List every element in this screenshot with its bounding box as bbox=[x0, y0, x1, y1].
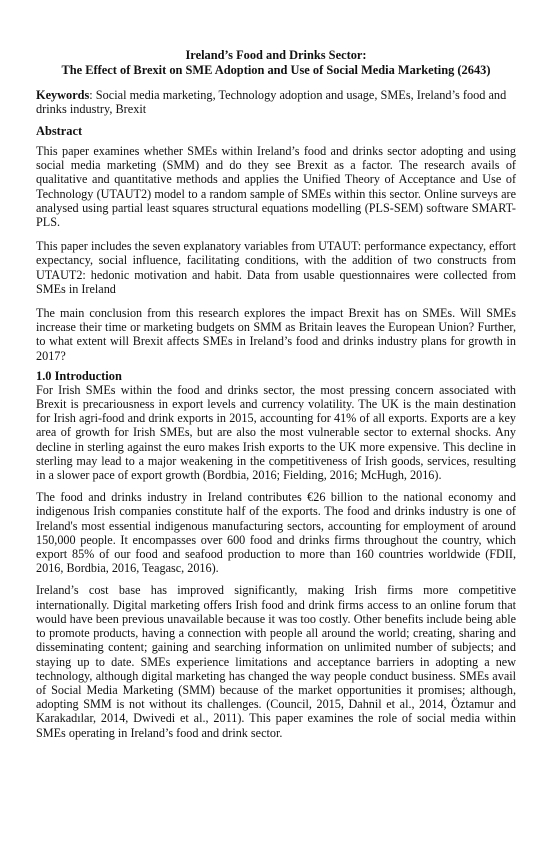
paper-title bbox=[36, 48, 516, 78]
abstract-paragraph: This paper includes the seven explanatory variables from UTAUT: performance expectancy, effort expectancy, social influence, facilitating conditions, with the addition of two constructs from UTAUT2: hedonic motivation and habit. Data from usable questionnaires were collected from SMEs in Ireland bbox=[36, 239, 516, 296]
abstract-heading: Abstract bbox=[36, 124, 83, 138]
abstract-paragraph: This paper examines whether SMEs within Ireland’s food and drinks sector adopting and using social media marketing (SMM) and do they see Brexit as a factor. The research avails of qualitative and quantitative methods and applies the Unified Theory of Acceptance and Use of Technology (UTAUT2) model to a random sample of SMEs within this sector. Online surveys are analysed using partial least squares structural equations modelling (PLS-SEM) software SMART-PLS. bbox=[36, 144, 516, 230]
keywords-label: Keywords bbox=[36, 88, 90, 102]
paper-page bbox=[36, 48, 516, 740]
intro-paragraph: For Irish SMEs within the food and drinks sector, the most pressing concern associated with Brexit is precariousness in export levels and currency volatility. The UK is the main destination for Irish agri-food and drink exports in 2015, accounting for 41% of all exports. Exports are a key area of growth for Irish SMEs, but are also the most vulnerable sector to external shocks. Any decline in sterling against the euro makes Irish exports to the UK more expensive. This decline in sterling may lead to a major weakening in the competitiveness of Irish goods, services, resulting in a slower pace of export growth (Bordbia, 2016; Fielding, 2016; McHugh, 2016). bbox=[36, 382, 516, 483]
abstract-paragraph: The main conclusion from this research explores the impact Brexit has on SMEs. Will SMEs increase their time or marketing budgets on SMM as Britain leaves the European Union? Further, to what extent will Brexit affects SMEs in Ireland’s food and drinks industry plans for growth in 2017? bbox=[36, 306, 516, 363]
keywords-text: : Social media marketing, Technology adoption and usage, SMEs, Ireland’s food and drinks industry, Brexit bbox=[36, 88, 507, 116]
keywords bbox=[36, 88, 516, 116]
introduction-heading: 1.0 Introduction bbox=[36, 368, 122, 383]
intro-paragraph: Ireland’s cost base has improved significantly, making Irish firms more competitive internationally. Digital marketing offers Irish food and drink firms access to an online forum that would have been previous unavailable because it was too costly. Other benefits include being able to promote products, having a connection with people all around the world; creating, sharing and disseminating content; gaining and searching information on unlimited number of subjects; and staying up to date. SMEs experience limitations and acceptance barriers in adopting a new technology, although digital marketing has changed the way people conduct business. SMEs avail of Social Media Marketing (SMM) because of the market opportunities it promises; although, adopting SMM is not without its challenges. (Council, 2015, Dahnil et al., 2014, Öztamur and Karakadılar, 2014, Dwivedi et al., 2011). This paper examines the role of social media within SMEs operating in Ireland’s food and drink sector. bbox=[36, 583, 516, 740]
title-line-2: The Effect of Brexit on SME Adoption and Use of Social Media Marketing (2643) bbox=[61, 63, 491, 77]
title-line-1: Ireland’s Food and Drinks Sector: bbox=[185, 48, 367, 62]
intro-paragraph: The food and drinks industry in Ireland contributes €26 billion to the national economy and indigenous Irish companies constitute half of the exports. The food and drinks industry is one of Ireland's most essential indigenous manufacturing sectors, accounting for employment of around 150,000 people. It encompasses over 600 food and drinks firms throughout the country, which export 85% of our food and seafood production to more than 160 countries worldwide (FDII, 2016, Bordbia, 2016, Teagasc, 2016). bbox=[36, 490, 516, 576]
